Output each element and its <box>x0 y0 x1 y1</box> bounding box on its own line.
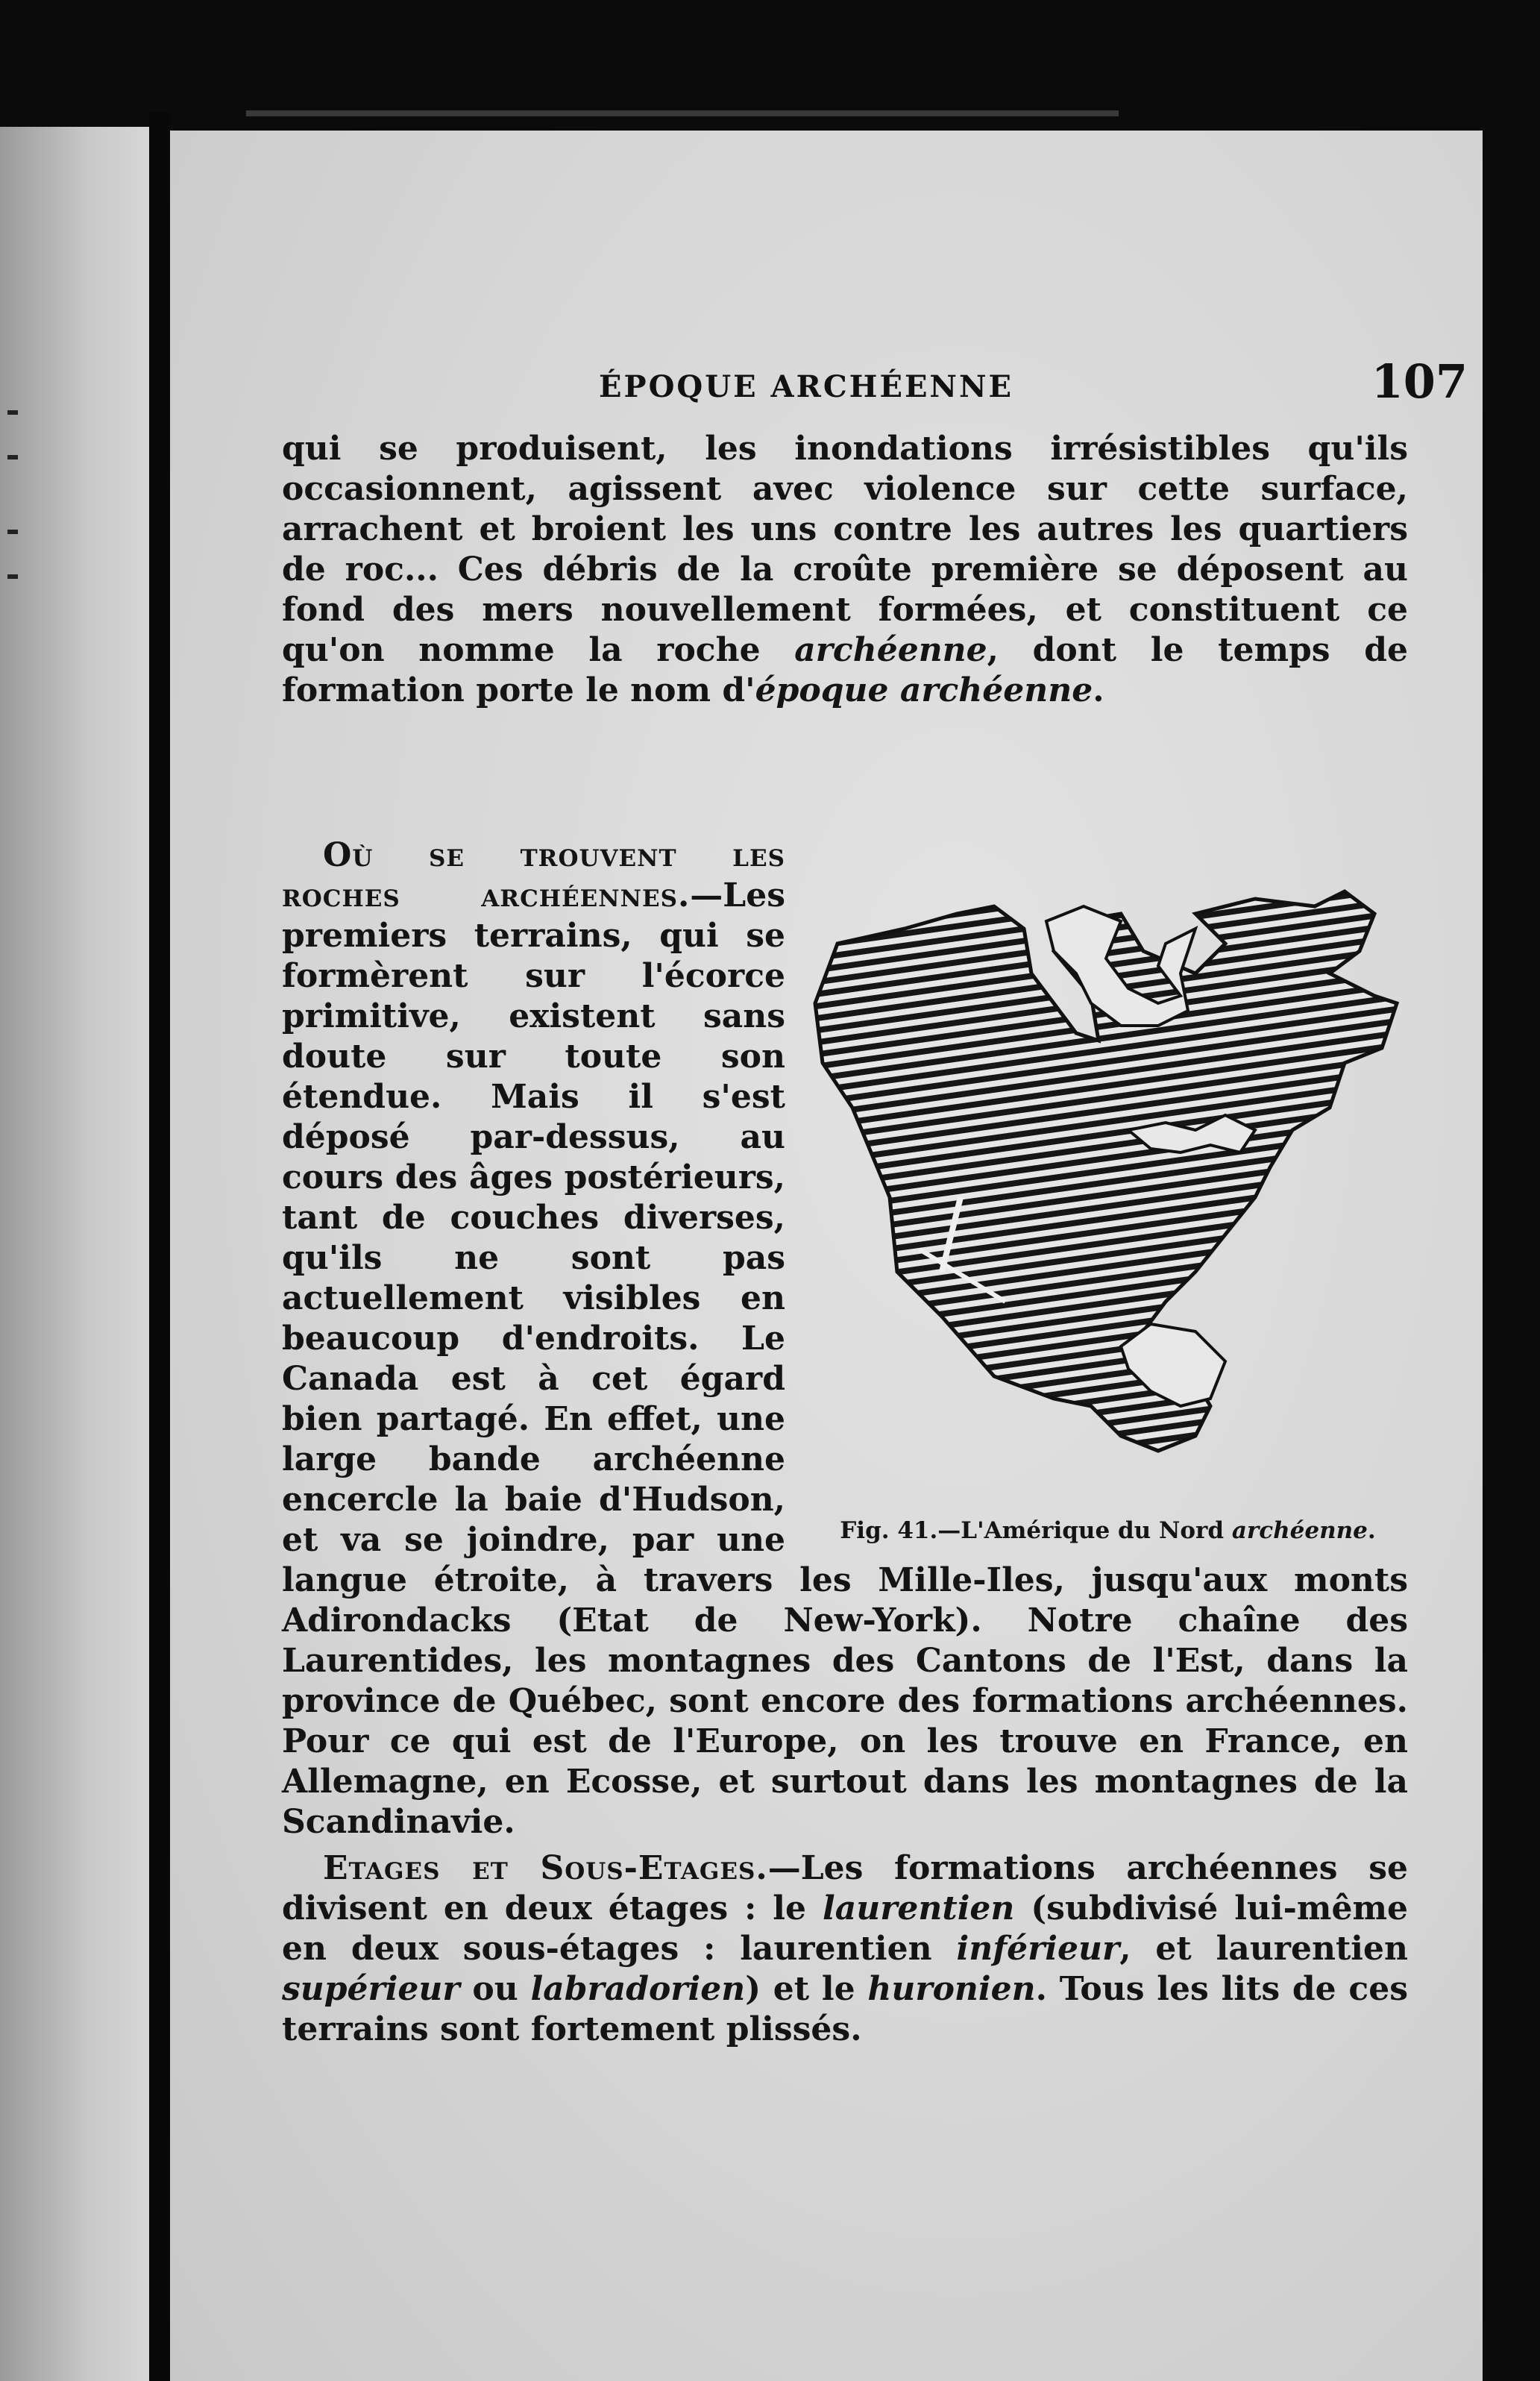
figure-caption-end: . <box>1367 1517 1376 1544</box>
term-epoque-archeenne: époque archéenne <box>755 671 1093 709</box>
paragraph-3-text-a: —Les formations archéennes se divisent en deux étages : le <box>282 1849 1408 1927</box>
figure-41 <box>808 884 1408 1555</box>
paragraph-3 <box>282 1848 1408 2050</box>
term-inferieur: inférieur <box>956 1930 1120 1968</box>
paragraph-1 <box>282 429 1408 711</box>
paragraph-1-text-c: . <box>1093 671 1104 709</box>
paragraph-2-with-figure <box>282 835 1408 2050</box>
figure-caption-label: Fig. 41.—L'Amérique du Nord <box>840 1517 1232 1544</box>
term-archeenne: archéenne <box>794 631 987 669</box>
paragraph-1-text-b: , dont le temps de formation porte le nom d' <box>282 631 1408 709</box>
book-page <box>170 131 1483 2381</box>
page-gutter <box>149 112 170 2381</box>
term-laurentien: laurentien <box>822 1889 1015 1927</box>
section-heading-etages: Etages et Sous-Etages. <box>323 1849 768 1887</box>
north-america-map <box>808 884 1408 1496</box>
scan-edge-line <box>246 110 1119 116</box>
previous-page-edge <box>0 127 149 2381</box>
paragraph-3-text-f: . Tous les lits de ces terrains sont fortement plissés. <box>282 1970 1408 2048</box>
term-superieur: supérieur <box>282 1970 460 2008</box>
page-header <box>170 354 1483 421</box>
page-number: 107 <box>1371 354 1468 409</box>
paragraph-2-text: —Les premiers terrains, qui se formèrent sur l'écorce primitive, existent sans doute sur toute son étendue. Mais il s'est déposé par-dessus, au cours des âges postérieurs, tant de couches diverses, qu'ils ne sont pas actuellement visibles en beaucoup d'endroits. Le Canada est à cet égard bien partagé. En effet, une large bande archéenne encercle la baie d'Hudson, et va se joindre, par une langue étroite, à travers les Mille-Iles, jusqu'aux monts Adirondacks (Etat de New-York). Notre chaîne des Laurentides, les montagnes des Cantons de l'Est, dans la province de Québec, sont encore des formations archéennes. Pour ce qui est de l'Europe, on les trouve en France, en Allemagne, en Ecosse, et surtout dans les montagnes de la Scandinavie. <box>282 876 1408 1841</box>
paragraph-3-text-c: , et laurentien <box>1119 1930 1408 1968</box>
section-heading-roches-archeennes: Où se trouvent les roches archéennes. <box>282 836 785 915</box>
paragraph-3-text-e: ) et le <box>745 1970 868 2008</box>
paragraph-3-text-d: ou <box>459 1970 531 2008</box>
paragraph-3-text-b: (subdivisé lui-même en deux sous-étages : laurentien <box>282 1889 1408 1968</box>
term-labradorien: labradorien <box>530 1970 746 2008</box>
paragraph-1-text-a: qui se produisent, les inondations irrésistibles qu'ils occasionnent, agissent avec violence sur cette surface, arrachent et broient les uns contre les autres les quartiers de roc... Ces débris de la croûte première se déposent au fond des mers nouvellement formées, et constituent ce qu'on nomme la roche <box>282 430 1408 669</box>
term-huronien: huronien <box>867 1970 1036 2008</box>
figure-caption-term: archéenne <box>1231 1517 1368 1544</box>
figure-caption <box>808 1511 1408 1551</box>
running-title: ÉPOQUE ARCHÉENNE <box>599 369 1014 404</box>
